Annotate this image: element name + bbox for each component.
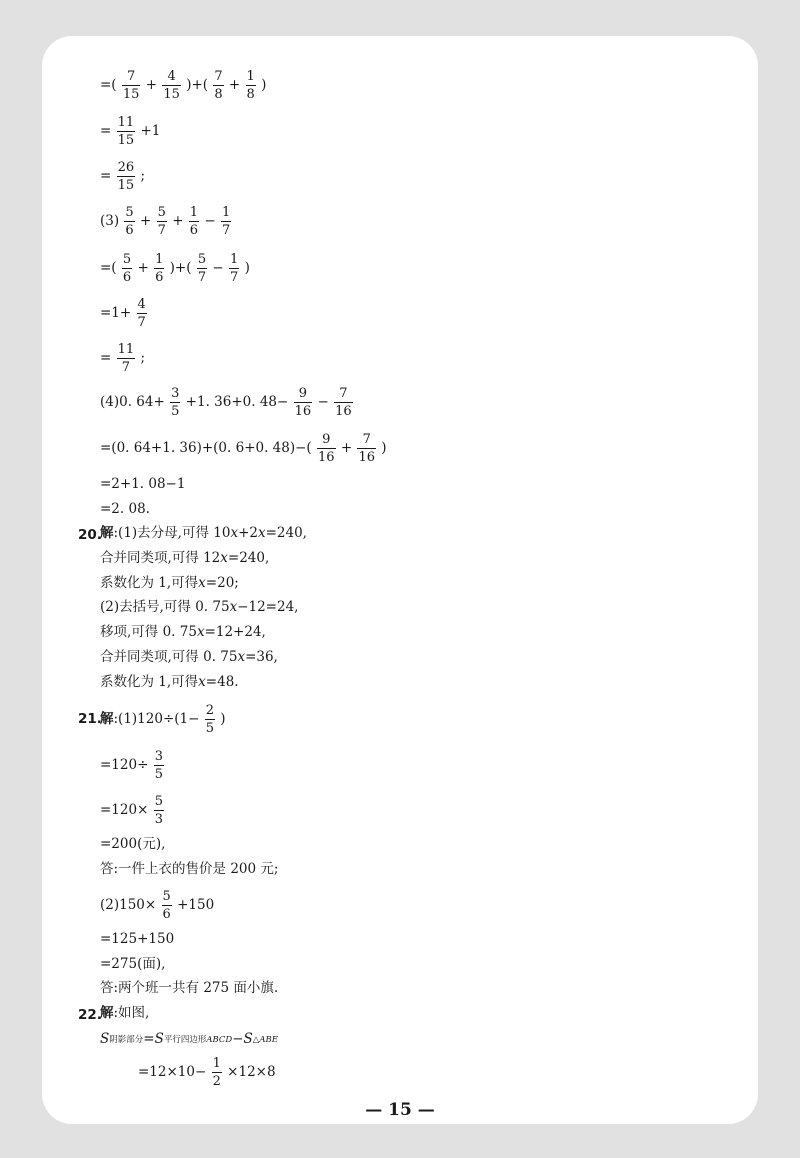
math-line-8: (4)0. 64+ $\frac{3}{5}$ +1. 36+0. 48− $\frac{9}{16}$ − $\frac{7}{16}$ bbox=[100, 386, 352, 419]
q21-line-5: 答:一件上衣的售价是 200 元; bbox=[100, 861, 279, 877]
q22-line-1: 解:如图, bbox=[100, 1005, 150, 1021]
math-line-9: =(0. 64+1. 36)+(0. 6+0. 48)−( $\frac{9}{16}$ + $\frac{7}{16}$ ) bbox=[100, 432, 387, 465]
math-line-11: =2. 08. bbox=[100, 501, 150, 517]
q21-line-3: =120× $\frac{5}{3}$ bbox=[100, 794, 163, 827]
math-line-1: =( $\frac{7}{15}$ + $\frac{4}{15}$ )+( $\frac{7}{8}$ + $\frac{1}{8}$ ) bbox=[100, 69, 267, 102]
q21-line-2: =120÷ $\frac{3}{5}$ bbox=[100, 749, 163, 782]
q20-line-4: (2)去括号,可得 0. 75x−12=24, bbox=[100, 599, 299, 615]
q22-line-2: S阴影部分=S平行四边形ABCD−S△ABE bbox=[100, 1031, 278, 1047]
q20-line-2: 合并同类项,可得 12x=240, bbox=[100, 550, 270, 566]
q21-line-4: =200(元), bbox=[100, 836, 166, 852]
q20-line-6: 合并同类项,可得 0. 75x=36, bbox=[100, 649, 278, 665]
math-line-2: = $\frac{11}{15}$ +1 bbox=[100, 115, 161, 148]
question-number-20: 20. bbox=[78, 527, 102, 543]
q21-line-8: =275(面), bbox=[100, 956, 166, 972]
q21-line-9: 答:两个班一共有 275 面小旗. bbox=[100, 980, 279, 996]
math-line-10: =2+1. 08−1 bbox=[100, 476, 186, 492]
q20-line-5: 移项,可得 0. 75x=12+24, bbox=[100, 624, 266, 640]
q22-line-3: =12×10− $\frac{1}{2}$ ×12×8 bbox=[138, 1056, 276, 1089]
q21-line-6: (2)150× $\frac{5}{6}$ +150 bbox=[100, 889, 215, 922]
question-number-21: 21. bbox=[78, 711, 102, 727]
math-line-7: = $\frac{11}{7}$ ; bbox=[100, 342, 146, 375]
math-line-6: =1+ $\frac{4}{7}$ bbox=[100, 297, 146, 330]
math-line-5: =( $\frac{5}{6}$ + $\frac{1}{6}$ )+( $\frac{5}{7}$ − $\frac{1}{7}$ ) bbox=[100, 252, 250, 285]
math-line-4: (3) $\frac{5}{6}$ + $\frac{5}{7}$ + $\frac{1}{6}$ − $\frac{1}{7}$ bbox=[100, 205, 231, 238]
q21-line-7: =125+150 bbox=[100, 931, 175, 947]
math-line-3: = $\frac{26}{15}$ ; bbox=[100, 160, 146, 193]
page-number: — 15 — bbox=[365, 1100, 435, 1120]
q20-line-7: 系数化为 1,可得x=48. bbox=[100, 674, 239, 690]
q20-line-3: 系数化为 1,可得x=20; bbox=[100, 575, 239, 591]
q21-line-1: 解:(1)120÷(1− $\frac{2}{5}$ ) bbox=[100, 703, 226, 736]
q20-line-1: 解:(1)去分母,可得 10x+2x=240, bbox=[100, 525, 307, 541]
question-number-22: 22. bbox=[78, 1007, 102, 1023]
